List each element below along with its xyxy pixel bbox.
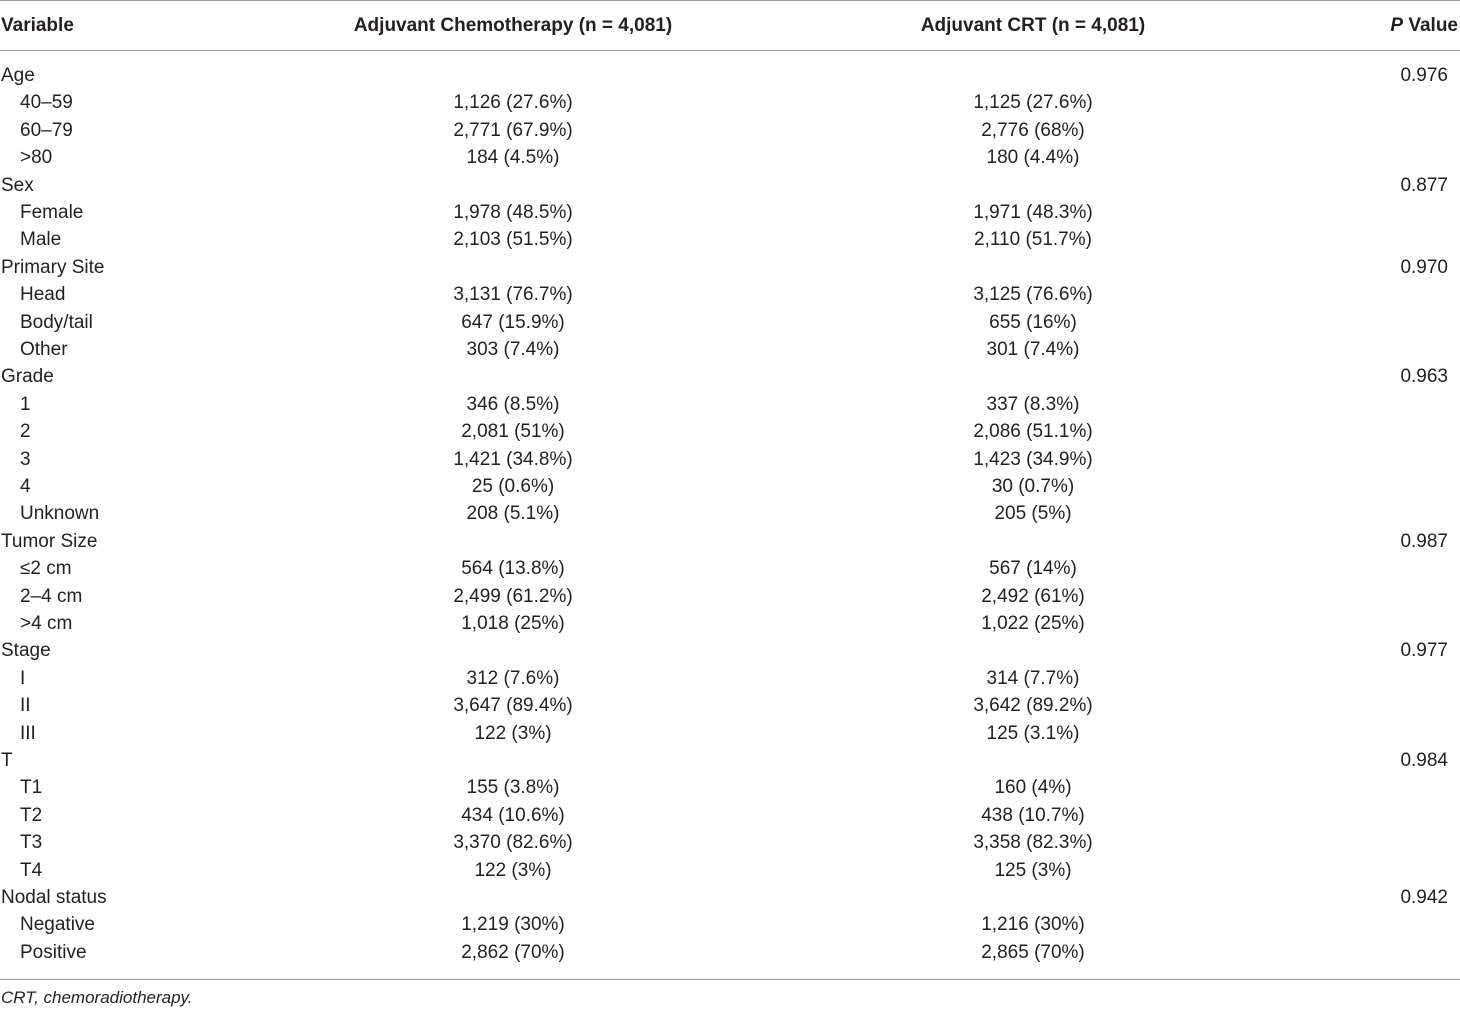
cell-variable-label: Primary Site (1, 256, 105, 278)
table-row-subcategory (0, 939, 1460, 966)
cell-chemotherapy-value: 1,126 (27.6%) (453, 92, 573, 114)
table-header-row (0, 11, 1460, 41)
table-row-subcategory (0, 446, 1460, 473)
cell-chemotherapy-value: 3,131 (76.7%) (453, 284, 573, 306)
cell-variable-label: 1 (20, 393, 31, 415)
cell-variable-label: Grade (1, 366, 54, 388)
table-row-subcategory (0, 418, 1460, 445)
cell-crt-value: 180 (4.4%) (986, 147, 1080, 169)
cell-p-value: 0.963 (1400, 366, 1448, 388)
cell-variable-label: T1 (20, 777, 43, 799)
cell-crt-value: 3,358 (82.3%) (973, 832, 1093, 854)
table-row-variable (0, 62, 1460, 89)
table-row-subcategory (0, 774, 1460, 801)
cell-crt-value: 2,776 (68%) (981, 119, 1085, 141)
cell-crt-value: 655 (16%) (989, 311, 1077, 333)
cell-crt-value: 2,865 (70%) (981, 941, 1085, 963)
table-row-subcategory (0, 226, 1460, 253)
table-row-subcategory (0, 89, 1460, 116)
cell-variable-label: Male (20, 229, 62, 251)
cell-chemotherapy-value: 564 (13.8%) (461, 558, 565, 580)
cell-chemotherapy-value: 312 (7.6%) (466, 667, 560, 689)
cell-chemotherapy-value: 122 (3%) (474, 859, 552, 881)
cell-variable-label: II (20, 695, 31, 717)
cell-variable-label: T2 (20, 804, 43, 826)
cell-crt-value: 30 (0.7%) (991, 476, 1075, 497)
cell-variable-label: >80 (20, 147, 53, 169)
cell-crt-value: 1,423 (34.9%) (973, 448, 1093, 470)
cell-variable-label: Other (20, 339, 68, 360)
cell-chemotherapy-value: 3,647 (89.4%) (453, 695, 573, 717)
cell-chemotherapy-value: 647 (15.9%) (461, 311, 565, 333)
cell-chemotherapy-value: 434 (10.6%) (461, 804, 565, 826)
cell-crt-value: 2,086 (51.1%) (973, 421, 1093, 443)
cell-p-value: 0.984 (1400, 750, 1448, 771)
cell-variable-label: T4 (20, 859, 43, 881)
header-crt: Adjuvant CRT (n = 4,081) (920, 15, 1146, 36)
cell-crt-value: 125 (3%) (994, 859, 1072, 881)
table-row-variable (0, 528, 1460, 555)
cell-variable-label: Body/tail (20, 311, 93, 333)
cell-variable-label: T3 (20, 832, 43, 854)
cell-variable-label: Nodal status (1, 887, 107, 908)
cell-variable-label: 40–59 (20, 92, 73, 114)
cell-chemotherapy-value: 2,771 (67.9%) (453, 119, 573, 141)
table-row-subcategory (0, 610, 1460, 637)
table-row-subcategory (0, 857, 1460, 884)
cell-chemotherapy-value: 155 (3.8%) (466, 777, 560, 799)
cell-chemotherapy-value: 2,499 (61.2%) (453, 585, 573, 607)
cell-variable-label: 2–4 cm (20, 585, 83, 607)
table-row-subcategory (0, 500, 1460, 527)
cell-variable-label: Head (20, 284, 66, 306)
table-footnote: CRT, chemoradiotherapy. (1, 988, 193, 1007)
table-row-variable (0, 884, 1460, 911)
table-row-subcategory (0, 802, 1460, 829)
table-row-variable (0, 172, 1460, 199)
header-variable: Variable (1, 15, 74, 36)
cell-p-value: 0.976 (1400, 65, 1448, 86)
cell-crt-value: 438 (10.7%) (981, 804, 1085, 826)
cell-p-value: 0.942 (1400, 887, 1448, 908)
cell-variable-label: Tumor Size (1, 530, 98, 552)
cell-chemotherapy-value: 1,219 (30%) (461, 914, 565, 936)
cell-chemotherapy-value: 2,103 (51.5%) (453, 229, 573, 251)
cell-variable-label: 3 (20, 448, 31, 470)
cell-chemotherapy-value: 122 (3%) (474, 722, 552, 744)
table-row-variable (0, 637, 1460, 664)
cell-crt-value: 205 (5%) (994, 503, 1072, 525)
cell-crt-value: 1,971 (48.3%) (973, 202, 1093, 223)
cell-chemotherapy-value: 2,862 (70%) (461, 941, 565, 963)
cell-variable-label: 2 (20, 421, 31, 443)
cell-variable-label: Female (20, 202, 84, 223)
cell-crt-value: 337 (8.3%) (986, 393, 1080, 415)
cell-variable-label: 4 (20, 476, 31, 497)
cell-chemotherapy-value: 2,081 (51%) (461, 421, 565, 443)
cell-p-value: 0.970 (1400, 256, 1448, 278)
cell-variable-label: I (20, 667, 26, 689)
table-header-rule (0, 50, 1460, 51)
table-row-subcategory (0, 583, 1460, 610)
cell-crt-value: 160 (4%) (994, 777, 1072, 799)
cell-chemotherapy-value: 303 (7.4%) (466, 339, 560, 360)
header-p-rest: Value (1403, 15, 1458, 36)
table-top-rule (0, 0, 1460, 1)
cell-chemotherapy-value: 1,421 (34.8%) (453, 448, 573, 470)
cell-chemotherapy-value: 208 (5.1%) (466, 503, 560, 525)
table-row-subcategory (0, 555, 1460, 582)
cell-p-value: 0.987 (1400, 530, 1448, 552)
cell-p-value: 0.977 (1400, 640, 1448, 662)
table-row-subcategory (0, 473, 1460, 500)
cell-crt-value: 2,492 (61%) (981, 585, 1085, 607)
cell-crt-value: 3,642 (89.2%) (973, 695, 1093, 717)
cell-variable-label: Negative (20, 914, 95, 936)
table-row-subcategory (0, 199, 1460, 226)
table-row-subcategory (0, 829, 1460, 856)
table-row-subcategory (0, 665, 1460, 692)
cell-variable-label: Age (1, 65, 35, 86)
table-row-subcategory (0, 281, 1460, 308)
cell-chemotherapy-value: 1,978 (48.5%) (453, 202, 573, 223)
cell-chemotherapy-value: 346 (8.5%) (466, 393, 560, 415)
cell-variable-label: Stage (1, 640, 51, 662)
table-row-variable (0, 363, 1460, 390)
table-bottom-rule (0, 979, 1460, 980)
cell-crt-value: 1,022 (25%) (981, 613, 1085, 634)
table-row-subcategory (0, 911, 1460, 938)
table-row-variable (0, 254, 1460, 281)
table-row-subcategory (0, 117, 1460, 144)
cell-crt-value: 2,110 (51.7%) (974, 229, 1092, 251)
cell-chemotherapy-value: 184 (4.5%) (466, 147, 560, 169)
table-row-variable (0, 747, 1460, 774)
cell-variable-label: Positive (20, 941, 87, 963)
cell-chemotherapy-value: 3,370 (82.6%) (453, 832, 573, 854)
cell-variable-label: ≤2 cm (20, 558, 72, 580)
table-row-subcategory (0, 720, 1460, 747)
cell-variable-label: >4 cm (20, 613, 73, 634)
cell-crt-value: 567 (14%) (989, 558, 1077, 580)
cell-chemotherapy-value: 25 (0.6%) (471, 476, 555, 497)
cell-crt-value: 125 (3.1%) (986, 722, 1080, 744)
cell-crt-value: 314 (7.7%) (986, 667, 1080, 689)
table-row-subcategory (0, 144, 1460, 171)
table-row-subcategory (0, 692, 1460, 719)
header-p-value (1390, 11, 1458, 41)
header-p-letter: P (1390, 15, 1404, 36)
cell-crt-value: 1,125 (27.6%) (973, 92, 1093, 114)
table-row-subcategory (0, 336, 1460, 363)
cell-variable-label: Sex (1, 174, 34, 196)
cell-chemotherapy-value: 1,018 (25%) (461, 613, 565, 634)
cell-crt-value: 3,125 (76.6%) (973, 284, 1093, 306)
cell-variable-label: III (20, 722, 36, 744)
header-chemotherapy: Adjuvant Chemotherapy (n = 4,081) (353, 15, 673, 36)
cell-p-value: 0.877 (1400, 174, 1448, 196)
cell-crt-value: 301 (7.4%) (986, 339, 1080, 360)
table-row-subcategory (0, 309, 1460, 336)
cell-crt-value: 1,216 (30%) (981, 914, 1085, 936)
cell-variable-label: Unknown (20, 503, 100, 525)
cell-variable-label: T (1, 750, 13, 771)
cell-variable-label: 60–79 (20, 119, 73, 141)
table-row-subcategory (0, 391, 1460, 418)
